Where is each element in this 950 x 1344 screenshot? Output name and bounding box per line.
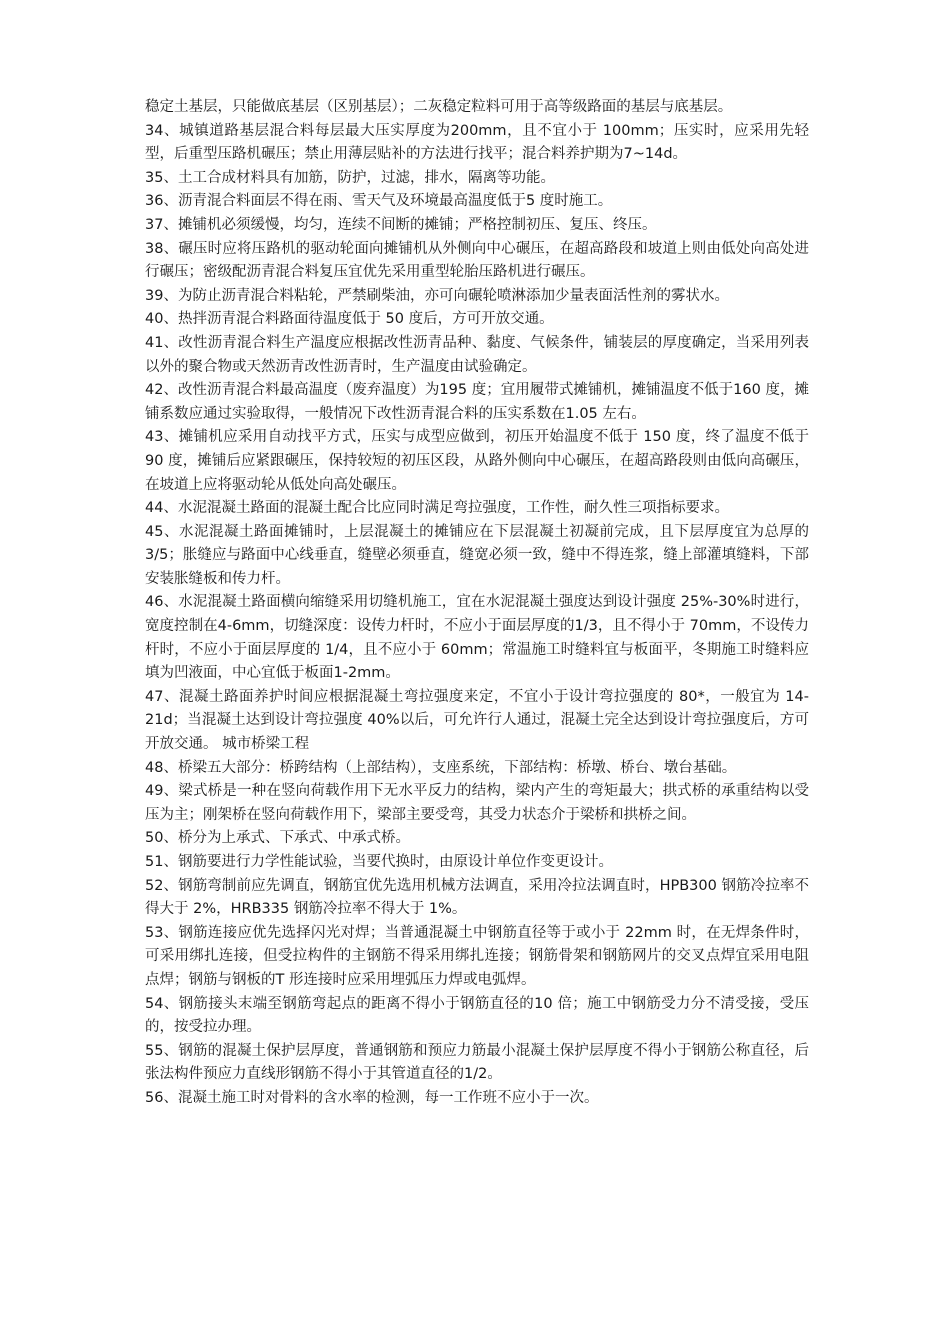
- paragraph-35: 35、土工合成材料具有加筋，防护，过滤，排水，隔离等功能。: [145, 169, 555, 186]
- paragraph-42: 42、改性沥青混合料最高温度（废弃温度）为195 度；宜用履带式摊铺机，摊铺温度不低于160 度，摊铺系数应通过实验取得，一般情况下改性沥青混合料的压实系数在1.05 左右。: [145, 382, 809, 422]
- paragraph-37: 37、摊铺机必须缓慢，均匀，连续不间断的摊铺；严格控制初压、复压、终压。: [145, 216, 657, 233]
- paragraph-40: 40、热拌沥青混合料路面待温度低于 50 度后，方可开放交通。: [145, 311, 554, 328]
- paragraph-52: 52、钢筋弯制前应先调直，钢筋宜优先选用机械方法调直，采用冷拉法调直时，HPB300 钢筋冷拉率不得大于 2%，HRB335 钢筋冷拉率不得大于 1%。: [145, 877, 809, 918]
- paragraph-38: 38、碾压时应将压路机的驱动轮面向摊铺机从外侧向中心碾压，在超高路段和坡道上则由低处向高处进行碾压；密级配沥青混合料复压宜优先采用重型轮胎压路机进行碾压。: [145, 240, 809, 281]
- paragraph-53: 53、钢筋连接应优先选择闪光对焊；当普通混凝土中钢筋直径等于或小于 22mm 时，在无焊条件时，可采用绑扎连接，但受拉构件的主钢筋不得采用绑扎连接；钢筋骨架和钢筋网片的交叉点焊宜采用电阻点焊；钢筋与钢板的T 形连接时应采用埋弧压力焊或电弧焊。: [145, 924, 809, 988]
- paragraph-51: 51、钢筋要进行力学性能试验，当要代换时，由原设计单位作变更设计。: [145, 854, 613, 870]
- document-page: [145, 96, 809, 1111]
- paragraph-48: 48、桥梁五大部分：桥跨结构（上部结构），支座系统，下部结构：桥墩、桥台、墩台基础。: [145, 759, 737, 776]
- paragraph-54: 54、钢筋接头末端至钢筋弯起点的距离不得小于钢筋直径的10 倍；施工中钢筋受力分不清受接，受压的，按受拉办理。: [145, 995, 809, 1036]
- paragraph-41: 41、改性沥青混合料生产温度应根据改性沥青品种、黏度、气候条件，铺装层的厚度确定，当采用列表以外的聚合物或天然沥青改性沥青时，生产温度由试验确定。: [145, 334, 809, 375]
- paragraph-45: 45、水泥混凝土路面摊铺时，上层混凝土的摊铺应在下层混凝土初凝前完成，且下层厚度宜为总厚的 3/5；胀缝应与路面中心线垂直，缝壁必须垂直，缝宽必须一致，缝中不得连浆，缝上部灌填缝料，下部安装胀缝板和传力杆。: [145, 523, 809, 587]
- paragraph-56: 56、混凝土施工时对骨料的含水率的检测，每一工作班不应小于一次。: [145, 1089, 599, 1106]
- paragraph-55: 55、钢筋的混凝土保护层厚度，普通钢筋和预应力筋最小混凝土保护层厚度不得小于钢筋公称直径，后张法构件预应力直线形钢筋不得小于其管道直径的1/2。: [145, 1042, 809, 1083]
- paragraph-43: 43、摊铺机应采用自动找平方式，压实与成型应做到，初压开始温度不低于 150 度，终了温度不低于 90 度，摊铺后应紧跟碾压，保持较短的初压区段，从路外侧向中心碾压，在超高路段则由低向高碾压，在坡道上应将驱动轮从低处向高处碾压。: [145, 429, 809, 493]
- paragraph-44: 44、水泥混凝土路面的混凝土配合比应同时满足弯拉强度，工作性，耐久性三项指标要求。: [145, 500, 729, 517]
- paragraph-49: 49、梁式桥是一种在竖向荷载作用下无水平反力的结构，梁内产生的弯矩最大；拱式桥的承重结构以受压为主；刚架桥在竖向荷载作用下，梁部主要受弯，其受力状态介于梁桥和拱桥之间。: [145, 783, 809, 823]
- paragraph-34: 34、城镇道路基层混合料每层最大压实厚度为200mm，且不宜小于 100mm；压实时，应采用先轻型，后重型压路机碾压；禁止用薄层贴补的方法进行找平；混合料养护期为7~14d。: [145, 122, 809, 163]
- paragraph-36: 36、沥青混合料面层不得在雨、雪天气及环境最高温度低于5 度时施工。: [145, 193, 613, 210]
- paragraph-47: 47、混凝土路面养护时间应根据混凝土弯拉强度来定，不宜小于设计弯拉强度的 80*，一般宜为 14-21d；当混凝土达到设计弯拉强度 40%以后，可允许行人通过，混凝土完全达到设计弯拉强度后，方可开放交通。 城市桥梁工程: [145, 688, 809, 753]
- paragraph-39: 39、为防止沥青混合料粘轮，严禁刷柴油，亦可向碾轮喷淋添加少量表面活性剂的雾状水。: [145, 287, 729, 304]
- paragraph-50: 50、桥分为上承式、下承式、中承式桥。: [145, 830, 410, 847]
- paragraph-46: 46、水泥混凝土路面横向缩缝采用切缝机施工，宜在水泥混凝土强度达到设计强度 25%-30%时进行，宽度控制在4-6mm，切缝深度：设传力杆时，不应小于面层厚度的1/3，且不得小于 70mm，不设传力杆时，不应小于面层厚度的 1/4，且不应小于 60mm；常温施工时缝料宜与板面平，冬期施工时缝料应填为凹液面，中心宜低于板面1-2mm。: [145, 594, 809, 682]
- paragraph-stabilized-soil: 稳定土基层，只能做底基层（区别基层）；二灰稳定粒料可用于高等级路面的基层与底基层。: [145, 99, 733, 115]
